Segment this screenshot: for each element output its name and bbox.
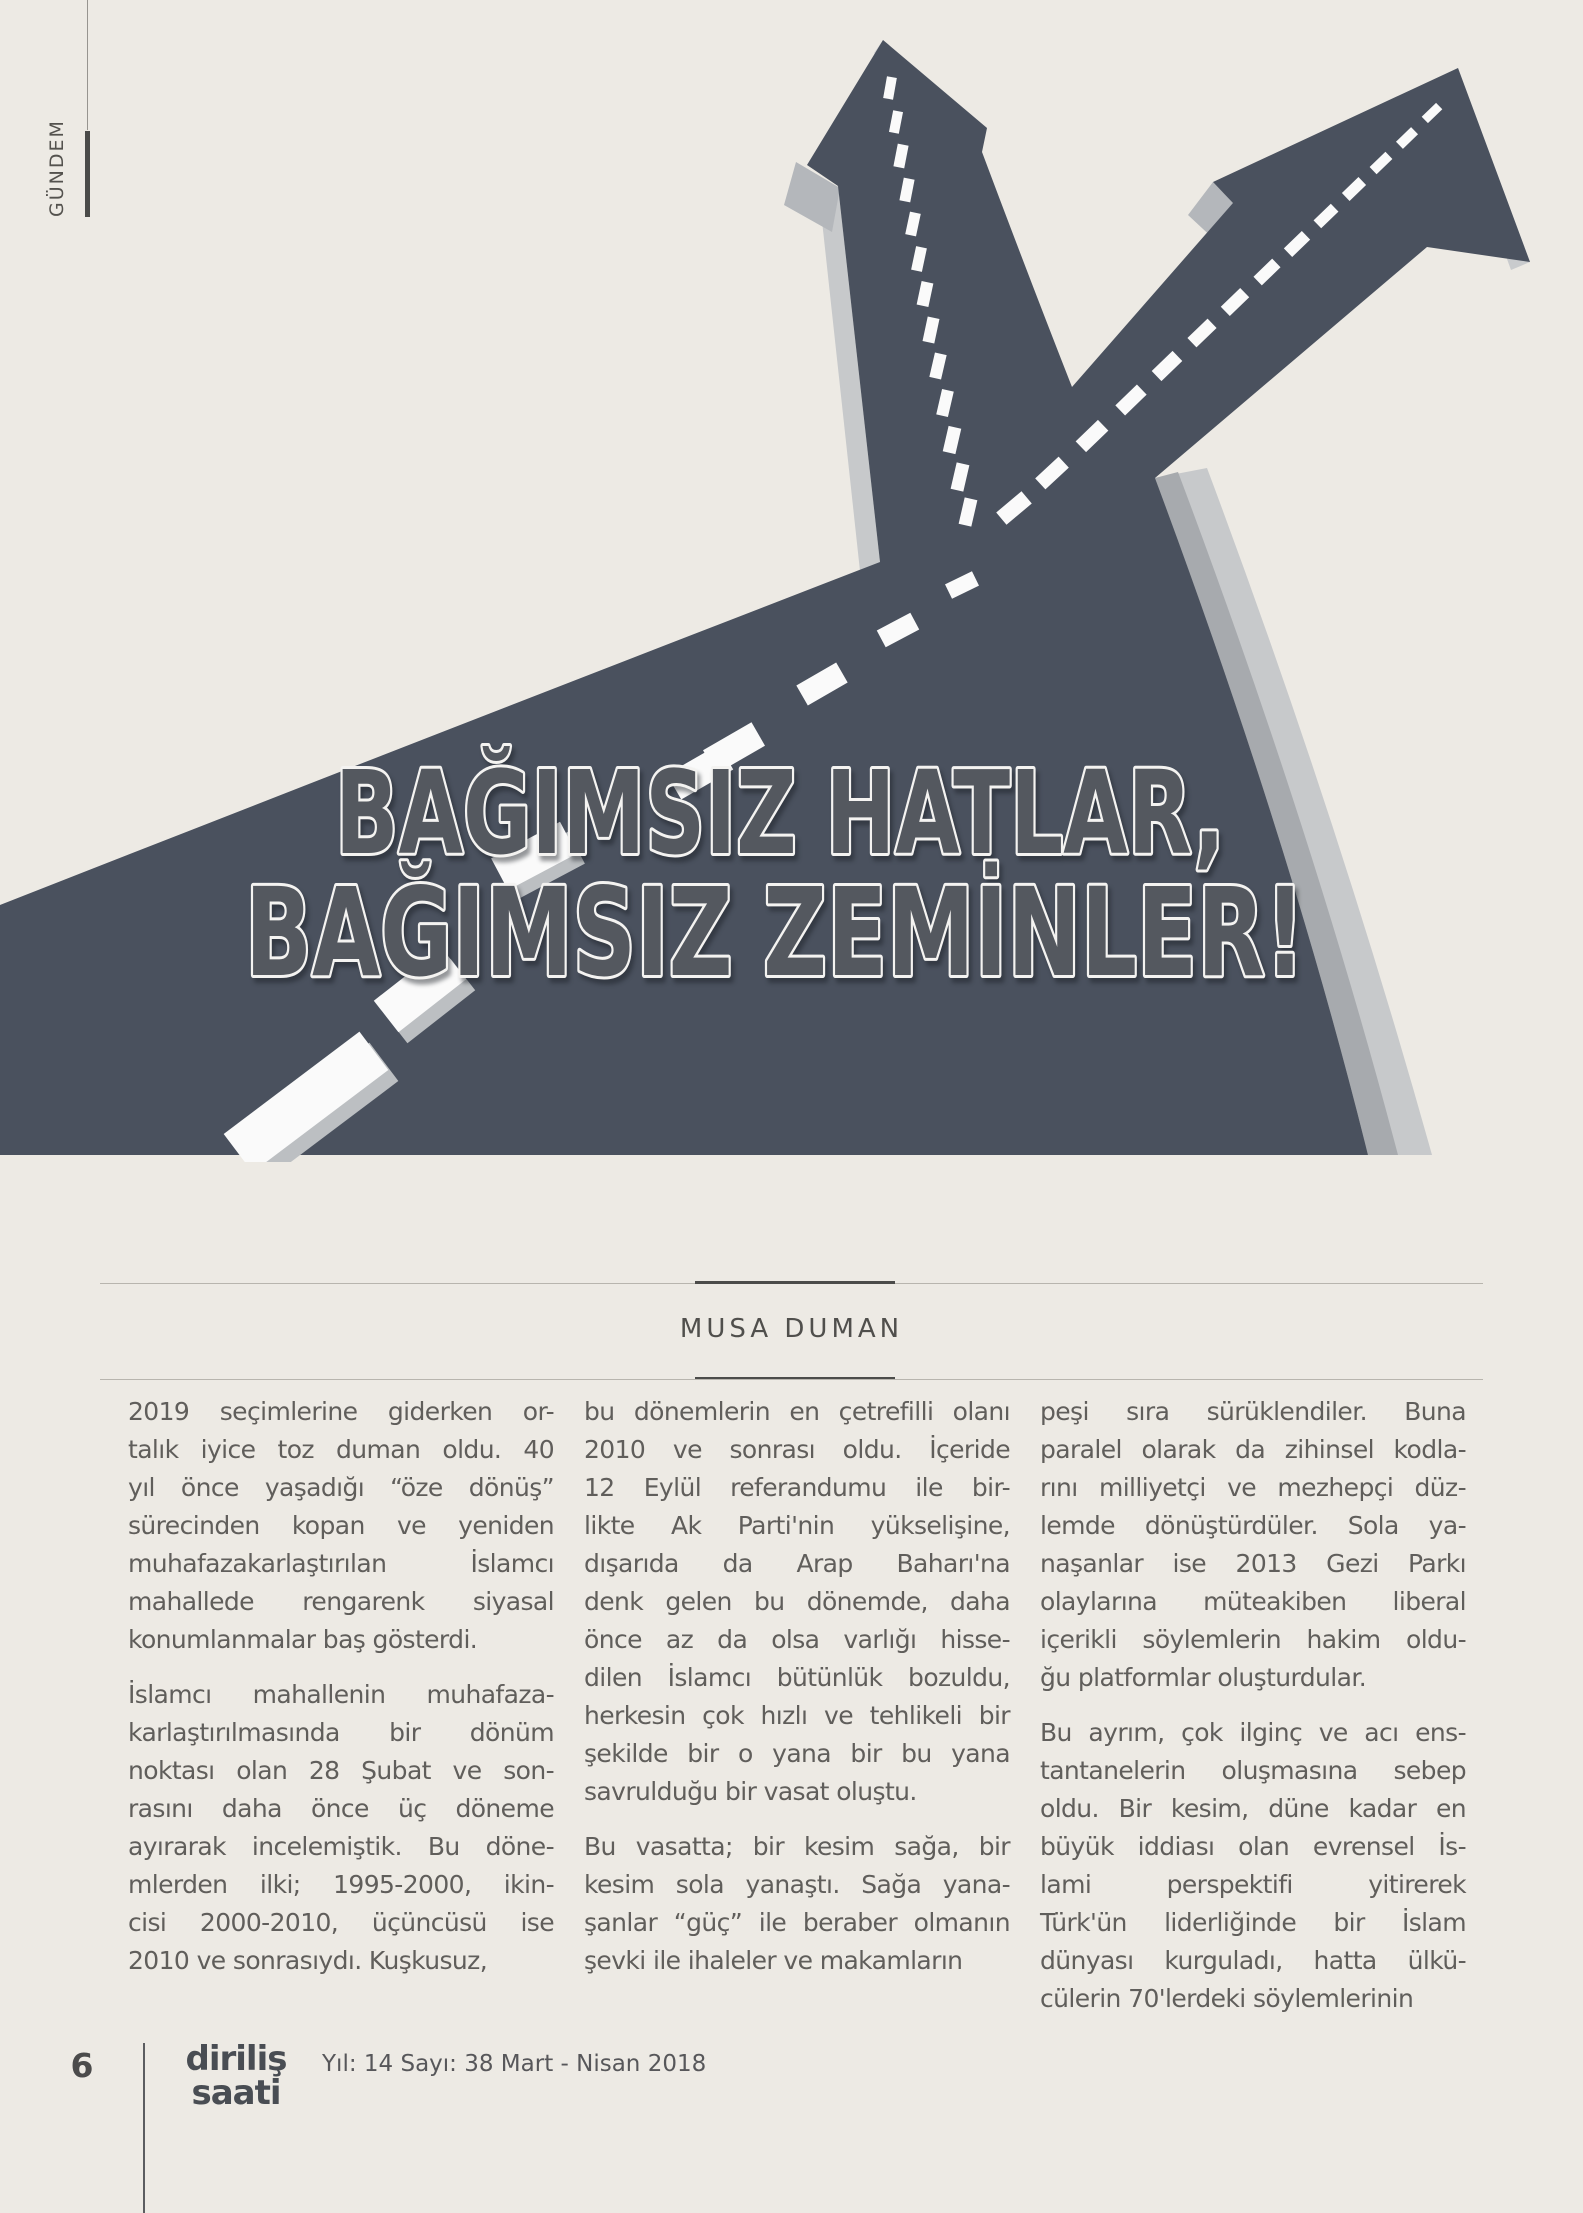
text-line: naşanlar ise 2013 Gezi Parkı [1040, 1549, 1466, 1578]
text-line: 2010 ve sonrasıydı. Kuşkusuz, [128, 1946, 488, 1975]
paragraph [128, 1676, 554, 1980]
text-line: likte Ak Parti'nin yükselişine, [584, 1511, 1010, 1540]
text-line: muhafazakarlaştırılan İslamcı [128, 1549, 554, 1578]
section-rule [85, 131, 90, 217]
text-line: içerikli söylemlerin hakim oldu- [1040, 1625, 1466, 1654]
text-line: 2019 seçimlerine giderken or- [128, 1397, 554, 1426]
text-line: İslamcı mahallenin muhafaza- [128, 1680, 554, 1709]
text-line: dilen İslamcı bütünlük bozuldu, [584, 1663, 1010, 1692]
column-2 [584, 1393, 1010, 2035]
paragraph [1040, 1393, 1466, 1697]
logo-line2: saati [191, 2073, 281, 2113]
text-line: olaylarına müteakiben liberal [1040, 1587, 1466, 1616]
text-line: şevki ile ihaleler ve makamların [584, 1946, 963, 1975]
paragraph [1040, 1714, 1466, 2018]
byline-accent-top [695, 1281, 895, 1284]
magazine-logo [170, 2039, 302, 2113]
column-3 [1040, 1393, 1466, 2035]
issue-info: Yıl: 14 Sayı: 38 Mart - Nisan 2018 [322, 2051, 707, 2077]
text-line: tantanelerin oluşmasına sebep [1040, 1756, 1466, 1785]
text-line: cülerin 70'lerdeki söylemlerinin [1040, 1984, 1414, 2013]
text-line: Türk'ün liderliğinde bir İslam [1040, 1908, 1466, 1937]
text-line: noktası olan 28 Şubat ve son- [128, 1756, 554, 1785]
text-line: mahallede rengarenk siyasal [128, 1587, 554, 1616]
text-line: karlaştırılmasında bir dönüm [128, 1718, 554, 1747]
page-number: 6 [70, 2046, 94, 2085]
text-line: paralel olarak da zihinsel kodla- [1040, 1435, 1466, 1464]
column-1 [128, 1393, 554, 2035]
text-line: konumlanmalar baş gösterdi. [128, 1625, 478, 1654]
article-body [128, 1393, 1466, 2035]
text-line: denk gelen bu dönemde, daha [584, 1587, 1010, 1616]
text-line: Bu ayrım, çok ilginç ve acı ens- [1040, 1718, 1466, 1747]
text-line: Bu vasatta; bir kesim sağa, bir [584, 1832, 1010, 1861]
text-line: lemde dönüştürdüler. Sola ya- [1040, 1511, 1466, 1540]
article-title-line1: BAĞIMSIZ HATLAR, [335, 747, 1564, 881]
section-hairline [87, 0, 88, 130]
text-line: büyük iddiası olan evrensel İs- [1040, 1832, 1466, 1861]
text-line: rını milliyetçi ve mezhepçi düz- [1040, 1473, 1466, 1502]
text-line: 12 Eylül referandumu ile bir- [584, 1473, 1010, 1502]
text-line: önce az da olsa varlığı hisse- [584, 1625, 1010, 1654]
logo-line1: diriliş [185, 2039, 287, 2079]
text-line: şanlar “güç” ile beraber olmanın [584, 1908, 1010, 1937]
text-line: cisi 2000-2010, üçüncüsü ise [128, 1908, 554, 1937]
paragraph [128, 1393, 554, 1659]
text-line: peşi sıra sürüklendiler. Buna [1040, 1397, 1466, 1426]
footer-divider [143, 2043, 145, 2213]
text-line: oldu. Bir kesim, düne kadar en [1040, 1794, 1466, 1823]
text-line: 2010 ve sonrası oldu. İçeride [584, 1435, 1010, 1464]
paragraph [584, 1828, 1010, 1980]
section-label: GÜNDEM [46, 119, 68, 217]
byline-rule-bottom [100, 1379, 1483, 1380]
text-line: şekilde bir o yana bir bu yana [584, 1739, 1010, 1768]
text-line: herkesin çok hızlı ve tehlikeli bir [584, 1701, 1010, 1730]
text-line: lami perspektifi yitirerek [1040, 1870, 1466, 1899]
text-line: savrulduğu bir vasat oluştu. [584, 1777, 917, 1806]
text-line: ayırarak incelemiştik. Bu döne- [128, 1832, 554, 1861]
text-line: bu dönemlerin en çetrefilli olanı [584, 1397, 1010, 1426]
text-line: sürecinden kopan ve yeniden [128, 1511, 554, 1540]
text-line: mlerden ilki; 1995-2000, ikin- [128, 1870, 554, 1899]
text-line: dışarıda da Arap Baharı'na [584, 1549, 1010, 1578]
author-name: MUSA DUMAN [679, 1314, 904, 1344]
text-line: kesim sola yanaştı. Sağa yana- [584, 1870, 1010, 1899]
text-line: dünyası kurguladı, hatta ülkü- [1040, 1946, 1466, 1975]
text-line: talık iyice toz duman oldu. 40 [128, 1435, 554, 1464]
text-line: ğu platformlar oluşturdular. [1040, 1663, 1367, 1692]
text-line: yıl önce yaşadığı “öze dönüş” [128, 1473, 554, 1502]
paragraph [584, 1393, 1010, 1811]
text-line: rasını daha önce üç döneme [128, 1794, 554, 1823]
article-title-line2: BAĞIMSIZ ZEMİNLER! [245, 862, 1305, 1004]
